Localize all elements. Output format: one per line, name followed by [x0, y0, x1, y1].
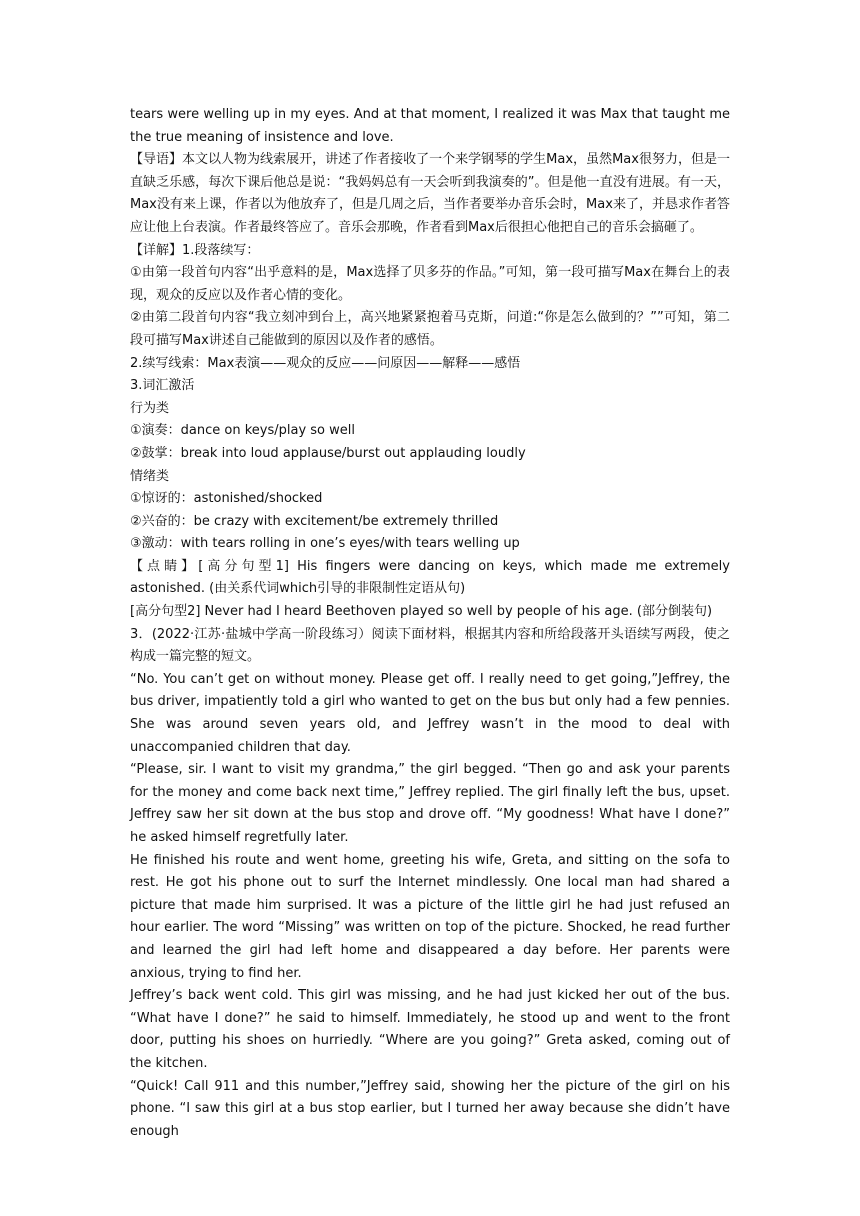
paragraph-introduction: 【导语】本文以人物为线索展开，讲述了作者接收了一个来学钢琴的学生Max，虽然Max很努力，但是一直缺乏乐感，每次下课后他总是说：“我妈妈总有一天会听到我演奏的”。但是他一直没有进展。有一天，Max没有来上课，作者以为他放弃了，但是几周之后，当作者要举办音乐会时，Max来了，并恳求作者答应让他上台表演。作者最终答应了。音乐会那晚，作者看到Max后很担心他把自己的音乐会搞砸了。 [130, 152, 730, 235]
paragraph-clue-line: 2.续写线索：Max表演——观众的反应——问原因——解释——感悟 [130, 355, 521, 371]
paragraph-question-3-prompt: 3．(2022·江苏·盐城中学高一阶段练习）阅读下面材料，根据其内容和所给段落开头语续写两段，使之构成一篇完整的短文。 [130, 626, 730, 665]
paragraph-action-item-2: ②鼓掌：break into loud applause/burst out applauding loudly [130, 445, 526, 461]
paragraph-story-1: “No. You can’t get on without money. Please get off. I really need to get going,”Jeffrey, the bus driver, impatiently told a girl who wanted to get on the bus but only had a few pennies. She was around seven years old, and Jeffrey wasn’t in the mood to deal with unaccompanied children that day. [130, 671, 730, 755]
paragraph-action-item-1: ①演奏：dance on keys/play so well [130, 423, 355, 439]
paragraph-emotion-category: 情绪类 [130, 468, 170, 484]
paragraph-story-3: He finished his route and went home, greeting his wife, Greta, and sitting on the sofa to rest. He got his phone out to surf the Internet mindlessly. One local man had shared a picture that made him surprised. It was a picture of the little girl he had just refused an hour earlier. The word “Missing” was written on top of the picture. Shocked, he read further and learned the girl had left home and disappeared a day before. Her parents were anxious, trying to find her. [130, 852, 730, 981]
paragraph-highlight-sentence-1: 【点睛】[高分句型1] His fingers were dancing on keys, which made me extremely astonished. (由关系代词which引导的非限制性定语从句) [130, 558, 730, 597]
paragraph-emotion-item-2: ②兴奋的：be crazy with excitement/be extremely thrilled [130, 513, 499, 529]
paragraph-story-5: “Quick! Call 911 and this number,”Jeffrey said, showing her the picture of the girl on his phone. “I saw this girl at a bus stop earlier, but I turned her away because she didn’t have enough [130, 1078, 730, 1139]
paragraph-action-category: 行为类 [130, 400, 170, 416]
paragraph-explanation-point-2: ②由第二段首句内容“我立刻冲到台上，高兴地紧紧抱着马克斯，问道:“你是怎么做到的？””可知，第二段可描写Max讲述自己能做到的原因以及作者的感悟。 [130, 310, 730, 348]
document-page [130, 104, 730, 1143]
paragraph-emotion-item-1: ①惊讶的：astonished/shocked [130, 491, 323, 507]
paragraph-emotion-item-3: ③激动：with tears rolling in one’s eyes/with tears welling up [130, 536, 520, 552]
paragraph-story-2: “Please, sir. I want to visit my grandma,” the girl begged. “Then go and ask your parents for the money and come back next time,” Jeffrey replied. The girl finally left the bus, upset. Jeffrey saw her sit down at the bus stop and drove off. “My goodness! What have I done?” he asked himself regretfully later. [130, 762, 730, 845]
paragraph-highlight-sentence-2: [高分句型2] Never had I heard Beethoven played so well by people of his age. (部分倒装句) [130, 604, 713, 620]
paragraph-continued-story: tears were welling up in my eyes. And at that moment, I realized it was Max that taught me the true meaning of insistence and love. [130, 107, 730, 145]
paragraph-explanation-heading: 【详解】1.段落续写： [130, 242, 260, 258]
paragraph-explanation-point-1: ①由第一段首句内容“出乎意料的是，Max选择了贝多芬的作品。”可知，第一段可描写Max在舞台上的表现，观众的反应以及作者心情的变化。 [130, 265, 730, 303]
paragraph-story-4: Jeffrey’s back went cold. This girl was missing, and he had just kicked her out of the bus. “What have I done?” he said to himself. Immediately, he stood up and went to the front door, putting his shoes on hurriedly. “Where are you going?” Greta asked, coming out of the kitchen. [130, 988, 730, 1071]
paragraph-vocab-heading: 3.词汇激活 [130, 378, 195, 394]
